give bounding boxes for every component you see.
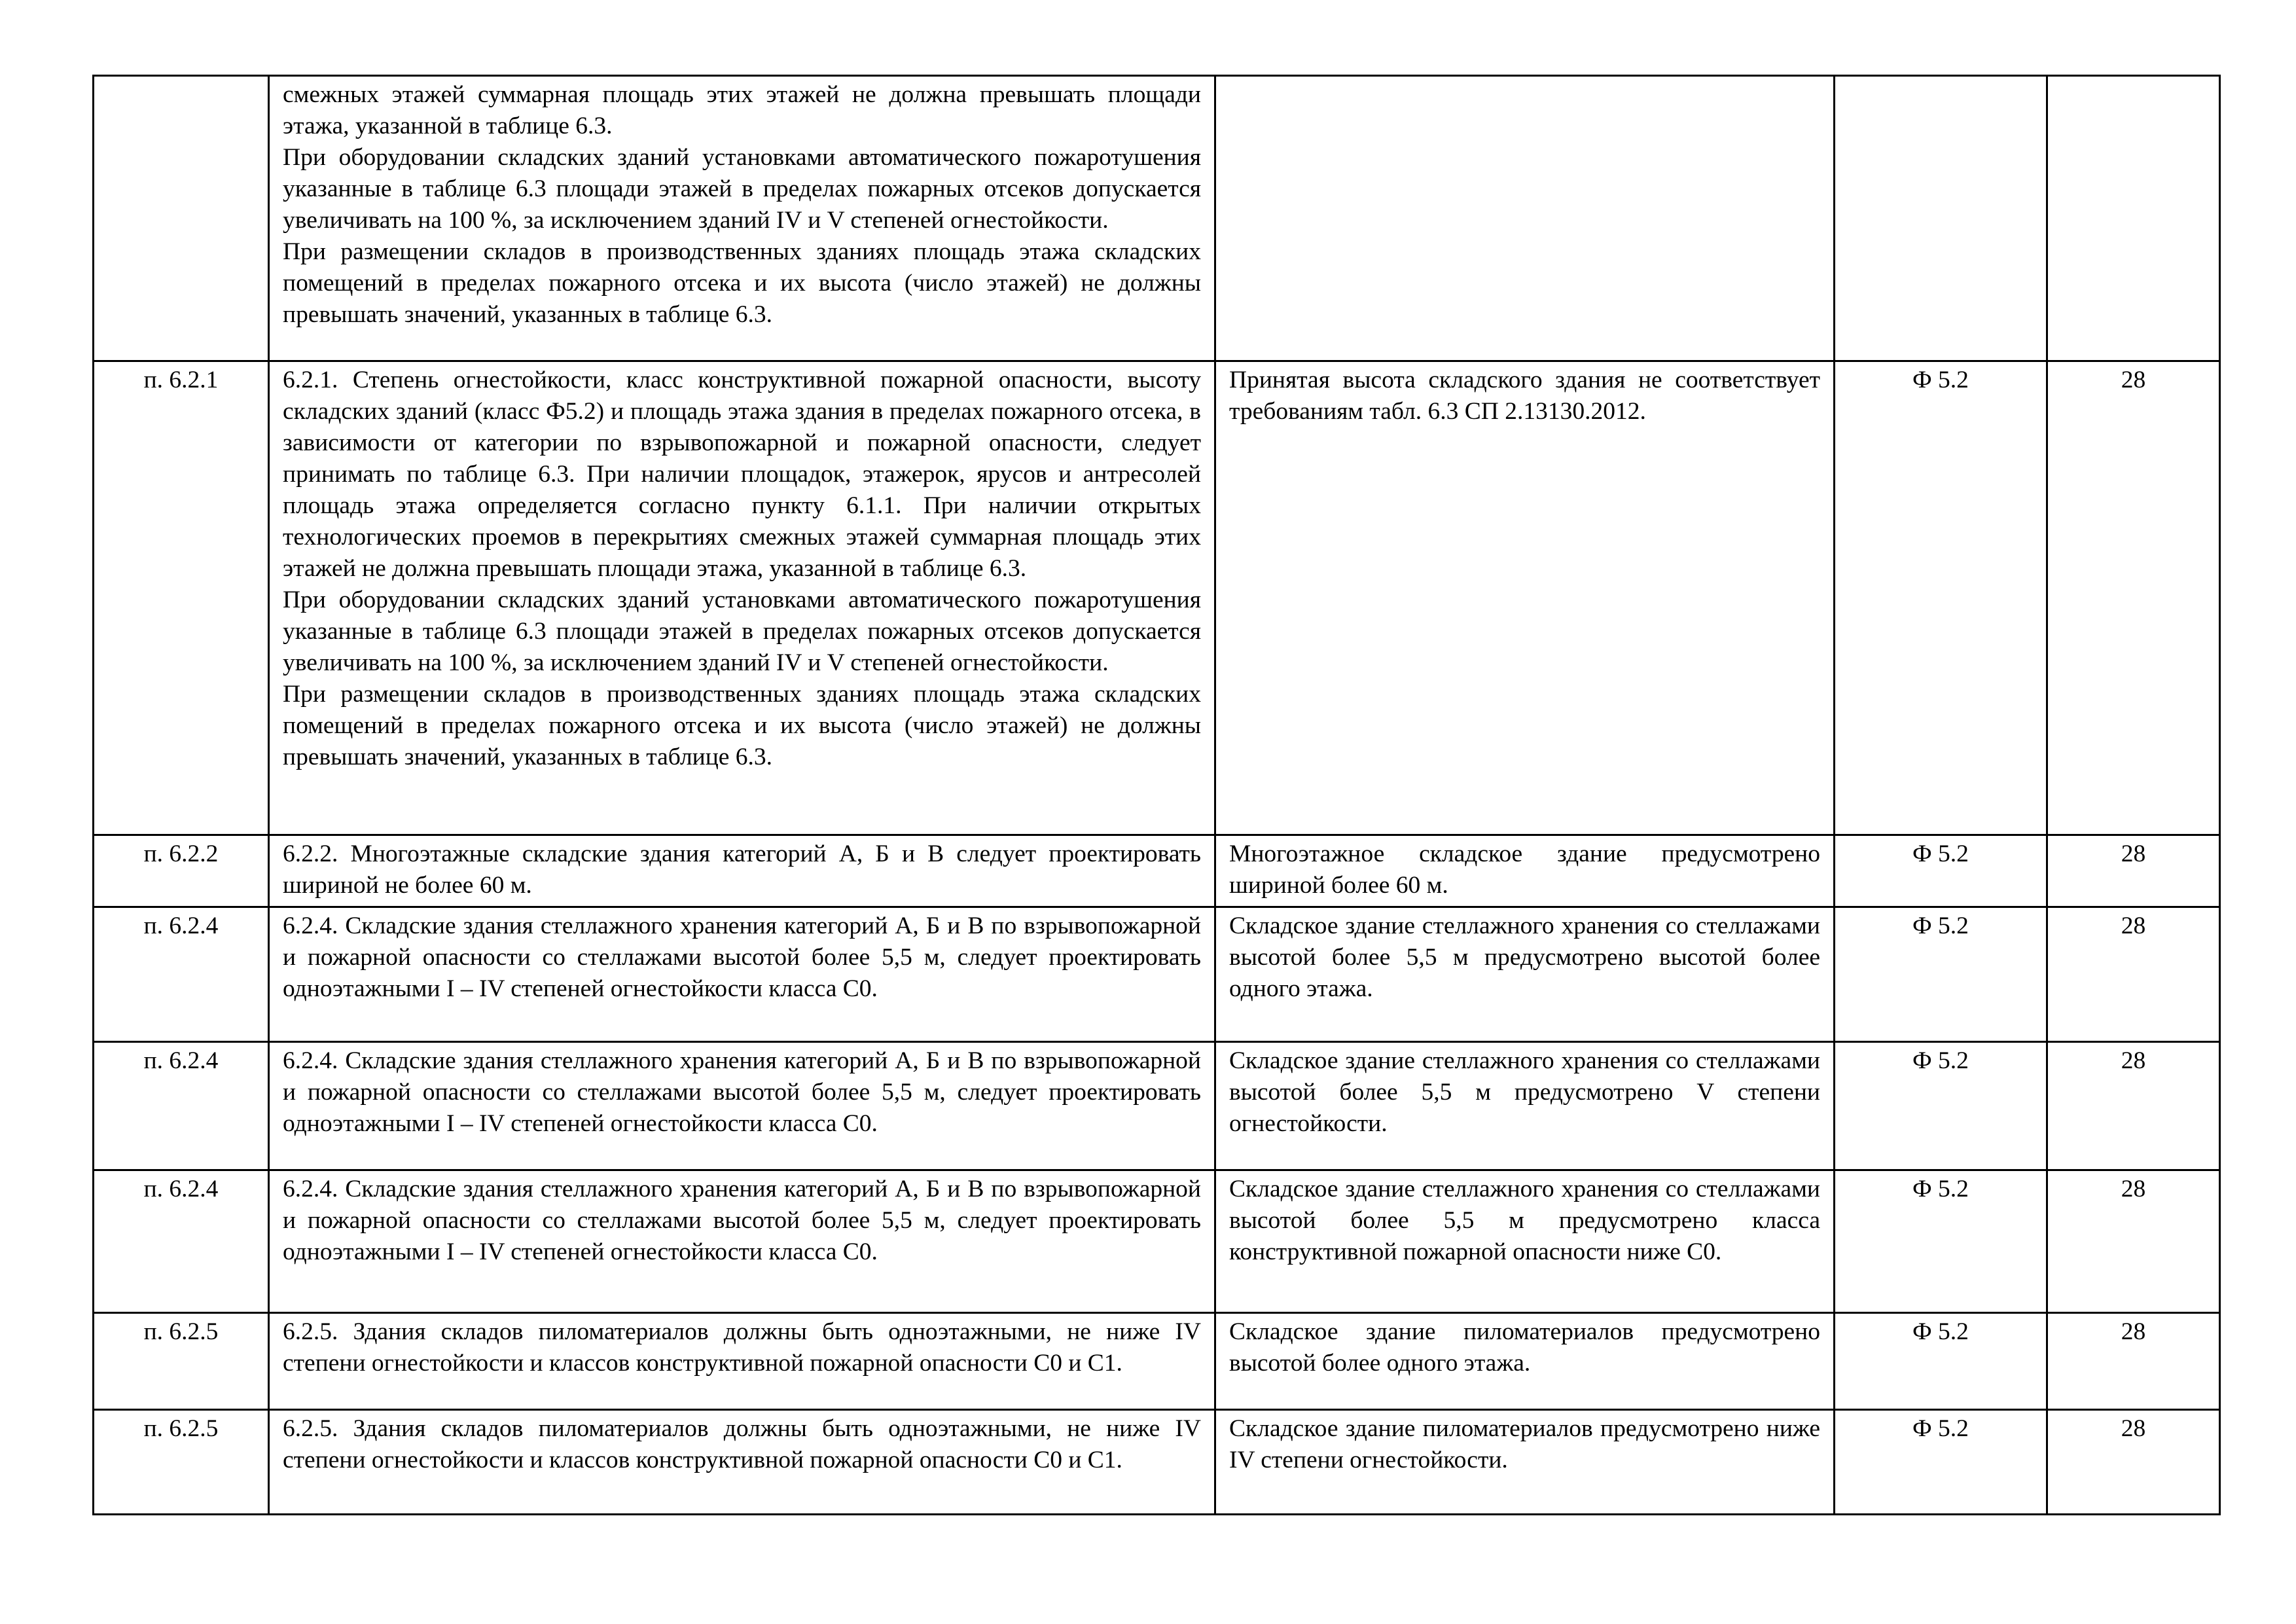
violation-text: Складское здание пиломатериалов предусмотрено высотой более одного этажа. bbox=[1215, 1313, 1835, 1410]
item-number: 28 bbox=[2047, 907, 2220, 1042]
requirement-text bbox=[269, 76, 1215, 361]
requirement-paragraph: 6.2.5. Здания складов пиломатериалов должны быть одноэтажными, не ниже IV степени огнестойкости и классов конструктивной пожарной опасности С0 и С1. bbox=[283, 1415, 1201, 1473]
requirement-text bbox=[269, 835, 1215, 907]
requirement-text bbox=[269, 1313, 1215, 1410]
class-code: Ф 5.2 bbox=[1835, 1313, 2047, 1410]
requirement-paragraph: 6.2.2. Многоэтажные складские здания категорий А, Б и В следует проектировать шириной не более 60 м. bbox=[283, 840, 1201, 899]
class-code: Ф 5.2 bbox=[1835, 1042, 2047, 1170]
table-row bbox=[94, 835, 2220, 907]
requirement-paragraph: При оборудовании складских зданий установками автоматического пожаротушения указанные в таблице 6.3 площади этажей в пределах пожарных отсеков допускается увеличивать на 100 %, за исключением зданий IV и V степеней огнестойкости. bbox=[283, 144, 1201, 234]
requirement-paragraph: При размещении складов в производственных зданиях площадь этажа складских помещений в пределах пожарного отсека и их высота (число этажей) не должны превышать значений, указанных в таблице 6.3. bbox=[283, 681, 1201, 770]
table-row bbox=[94, 1313, 2220, 1410]
class-code: Ф 5.2 bbox=[1835, 907, 2047, 1042]
requirements-table bbox=[92, 75, 2221, 1515]
clause-ref bbox=[94, 76, 269, 361]
item-number: 28 bbox=[2047, 361, 2220, 835]
clause-ref: п. 6.2.5 bbox=[94, 1410, 269, 1515]
clause-ref: п. 6.2.4 bbox=[94, 1170, 269, 1313]
requirement-paragraph: При размещении складов в производственных зданиях площадь этажа складских помещений в пределах пожарного отсека и их высота (число этажей) не должны превышать значений, указанных в таблице 6.3. bbox=[283, 238, 1201, 328]
requirement-paragraph: 6.2.4. Складские здания стеллажного хранения категорий А, Б и В по взрывопожарной и пожарной опасности со стеллажами высотой более 5,5 м, следует проектировать одноэтажными I – IV степеней огнестойкости класса С0. bbox=[283, 1047, 1201, 1137]
item-number: 28 bbox=[2047, 1170, 2220, 1313]
clause-ref: п. 6.2.4 bbox=[94, 1042, 269, 1170]
clause-ref: п. 6.2.2 bbox=[94, 835, 269, 907]
table-row bbox=[94, 907, 2220, 1042]
violation-text: Складское здание стеллажного хранения со стеллажами высотой более 5,5 м предусмотрено V степени огнестойкости. bbox=[1215, 1042, 1835, 1170]
table-row bbox=[94, 76, 2220, 361]
requirement-text bbox=[269, 361, 1215, 835]
requirement-text bbox=[269, 1170, 1215, 1313]
class-code: Ф 5.2 bbox=[1835, 1410, 2047, 1515]
violation-text: Складское здание стеллажного хранения со стеллажами высотой более 5,5 м предусмотрено класса конструктивной пожарной опасности ниже С0. bbox=[1215, 1170, 1835, 1313]
requirement-text bbox=[269, 1042, 1215, 1170]
violation-text: Принятая высота складского здания не соответствует требованиям табл. 6.3 СП 2.13130.2012. bbox=[1215, 361, 1835, 835]
class-code: Ф 5.2 bbox=[1835, 835, 2047, 907]
item-number bbox=[2047, 76, 2220, 361]
requirement-paragraph: 6.2.5. Здания складов пиломатериалов должны быть одноэтажными, не ниже IV степени огнестойкости и классов конструктивной пожарной опасности С0 и С1. bbox=[283, 1318, 1201, 1377]
requirement-paragraph: 6.2.4. Складские здания стеллажного хранения категорий А, Б и В по взрывопожарной и пожарной опасности со стеллажами высотой более 5,5 м, следует проектировать одноэтажными I – IV степеней огнестойкости класса С0. bbox=[283, 912, 1201, 1002]
clause-ref: п. 6.2.4 bbox=[94, 907, 269, 1042]
item-number: 28 bbox=[2047, 1410, 2220, 1515]
violation-text: Складское здание пиломатериалов предусмотрено ниже IV степени огнестойкости. bbox=[1215, 1410, 1835, 1515]
table-row bbox=[94, 1170, 2220, 1313]
requirement-paragraph: смежных этажей суммарная площадь этих этажей не должна превышать площади этажа, указанной в таблице 6.3. bbox=[283, 81, 1201, 139]
item-number: 28 bbox=[2047, 1313, 2220, 1410]
table-row bbox=[94, 1042, 2220, 1170]
item-number: 28 bbox=[2047, 835, 2220, 907]
violation-text: Складское здание стеллажного хранения со стеллажами высотой более 5,5 м предусмотрено высотой более одного этажа. bbox=[1215, 907, 1835, 1042]
table-row bbox=[94, 361, 2220, 835]
requirement-paragraph: При оборудовании складских зданий установками автоматического пожаротушения указанные в таблице 6.3 площади этажей в пределах пожарных отсеков допускается увеличивать на 100 %, за исключением зданий IV и V степеней огнестойкости. bbox=[283, 586, 1201, 676]
item-number: 28 bbox=[2047, 1042, 2220, 1170]
requirement-text bbox=[269, 907, 1215, 1042]
requirement-text bbox=[269, 1410, 1215, 1515]
table-row bbox=[94, 1410, 2220, 1515]
class-code bbox=[1835, 76, 2047, 361]
requirement-paragraph: 6.2.1. Степень огнестойкости, класс конструктивной пожарной опасности, высоту складских зданий (класс Ф5.2) и площадь этажа здания в пределах пожарного отсека, в зависимости от категории по взрывопожарной и пожарной опасности, следует принимать по таблице 6.3. При наличии площадок, этажерок, ярусов и антресолей площадь этажа определяется согласно пункту 6.1.1. При наличии открытых технологических проемов в перекрытиях смежных этажей суммарная площадь этих этажей не должна превышать площади этажа, указанной в таблице 6.3. bbox=[283, 367, 1201, 582]
class-code: Ф 5.2 bbox=[1835, 1170, 2047, 1313]
violation-text bbox=[1215, 76, 1835, 361]
violation-text: Многоэтажное складское здание предусмотрено шириной более 60 м. bbox=[1215, 835, 1835, 907]
clause-ref: п. 6.2.1 bbox=[94, 361, 269, 835]
class-code: Ф 5.2 bbox=[1835, 361, 2047, 835]
clause-ref: п. 6.2.5 bbox=[94, 1313, 269, 1410]
requirement-paragraph: 6.2.4. Складские здания стеллажного хранения категорий А, Б и В по взрывопожарной и пожарной опасности со стеллажами высотой более 5,5 м, следует проектировать одноэтажными I – IV степеней огнестойкости класса С0. bbox=[283, 1176, 1201, 1265]
